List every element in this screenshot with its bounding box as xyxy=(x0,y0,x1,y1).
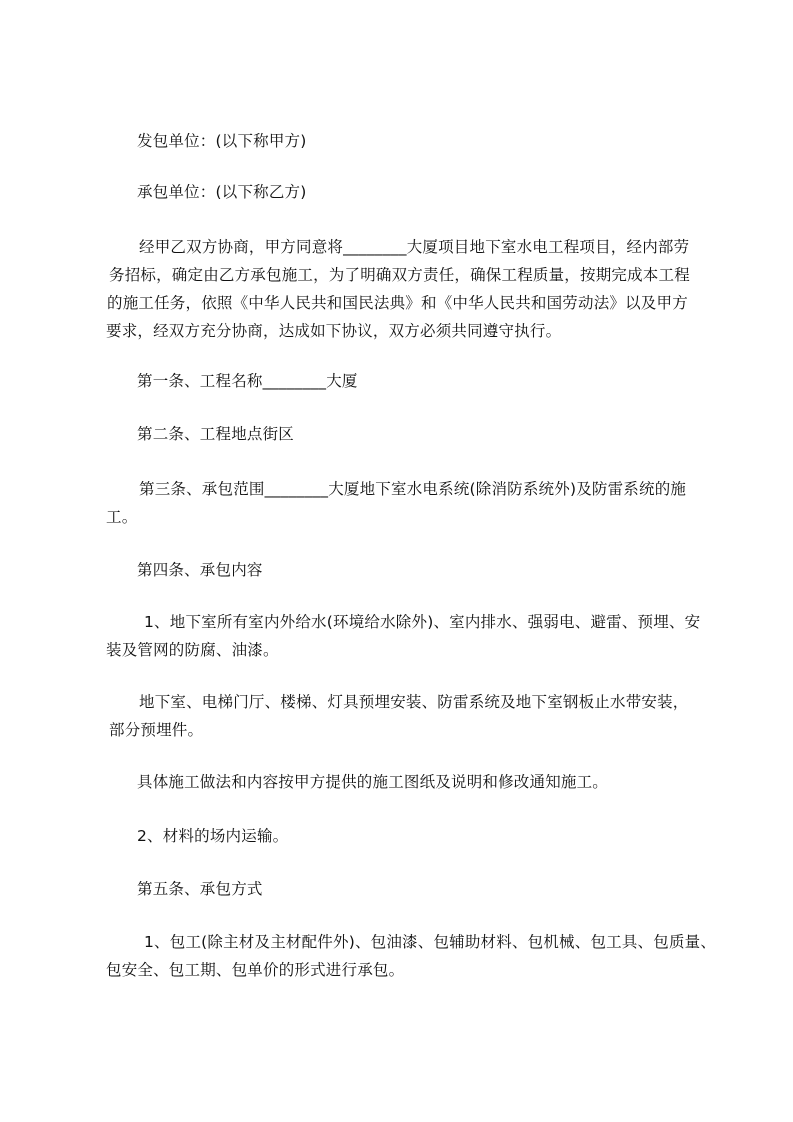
content-construction-note xyxy=(137,768,608,796)
text-line: 工。 xyxy=(106,508,138,526)
text-line: 经甲乙双方协商，甲方同意将________大厦项目地下室水电工程项目，经内部劳 xyxy=(139,238,690,256)
content-item-2 xyxy=(137,822,288,850)
text-line: 部分预埋件。 xyxy=(109,721,204,739)
text-line: 发包单位：(以下称甲方) xyxy=(137,132,307,150)
text-line: 的施工任务，依照《中华人民共和国民法典》和《中华人民共和国劳动法》以及甲方 xyxy=(107,294,688,312)
text-line: 2、材料的场内运输。 xyxy=(137,827,289,845)
article-1-project-name xyxy=(137,367,358,395)
article-3-scope xyxy=(106,475,686,531)
text-line: 第一条、工程名称________大厦 xyxy=(137,372,358,390)
text-line: 1、地下室所有室内外给水(环境给水除外)、室内排水、强弱电、避雷、预埋、安 xyxy=(144,613,701,631)
paragraph-preamble xyxy=(106,233,690,345)
text-line: 承包单位：(以下称乙方) xyxy=(137,183,307,201)
text-line: 务招标，确定由乙方承包施工，为了明确双方责任，确保工程质量，按期完成本工程 xyxy=(109,266,690,284)
text-line: 第二条、工程地点街区 xyxy=(137,425,295,443)
text-line: 要求，经双方充分协商，达成如下协议，双方必须共同遵守执行。 xyxy=(106,322,562,340)
method-item-1 xyxy=(106,928,716,984)
paragraph-contractor xyxy=(137,178,307,206)
text-line: 装及管网的防腐、油漆。 xyxy=(106,641,279,659)
text-line: 第三条、承包范围________大厦地下室水电系统(除消防系统外)及防雷系统的施 xyxy=(139,480,687,498)
paragraph-employer xyxy=(137,127,307,155)
text-line: 包安全、包工期、包单价的形式进行承包。 xyxy=(106,961,405,979)
text-line: 第四条、承包内容 xyxy=(137,561,263,579)
text-line: 第五条、承包方式 xyxy=(137,880,263,898)
content-item-1 xyxy=(106,608,700,664)
article-4-content xyxy=(137,556,263,584)
text-line: 地下室、电梯门厅、楼梯、灯具预埋安装、防雷系统及地下室钢板止水带安装， xyxy=(139,693,689,711)
article-5-method xyxy=(137,875,263,903)
article-2-project-location xyxy=(137,420,294,448)
content-item-basement xyxy=(106,688,689,744)
text-line: 1、包工(除主材及主材配件外)、包油漆、包辅助材料、包机械、包工具、包质量、 xyxy=(144,933,717,951)
text-line: 具体施工做法和内容按甲方提供的施工图纸及说明和修改通知施工。 xyxy=(137,773,609,791)
